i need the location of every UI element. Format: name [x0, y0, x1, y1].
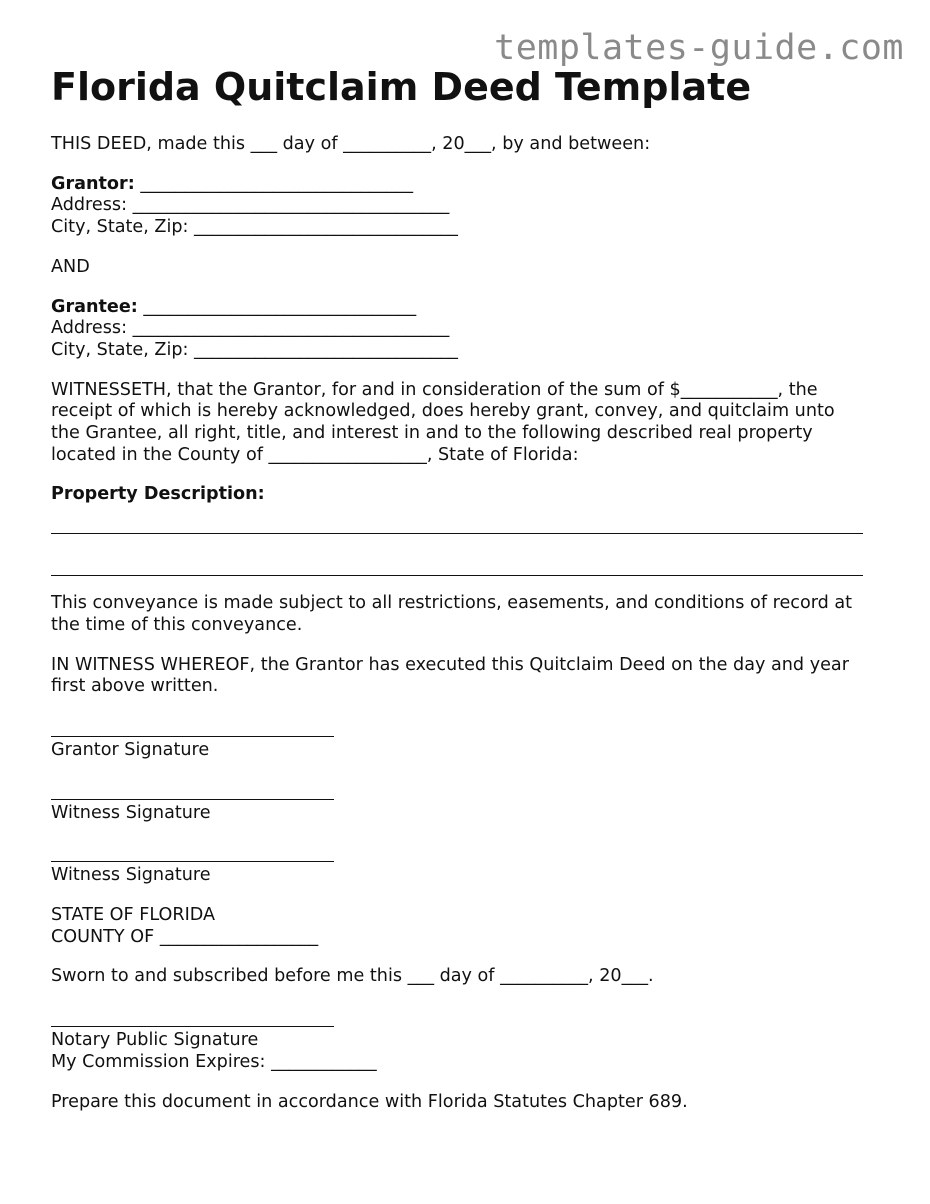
witnesseth-line: the Grantee, all right, title, and interest in and to the following described real property [51, 423, 813, 444]
witness1-signature-block [51, 785, 891, 825]
footer-note: Prepare this document in accordance with Florida Statutes Chapter 689. [51, 1091, 688, 1112]
grantor-name-line [51, 174, 891, 196]
grantee-block [51, 297, 891, 362]
property-line [51, 532, 863, 534]
grantor-address: Address: ____________________________________ [51, 195, 450, 216]
document-title: Florida Quitclaim Deed Template [51, 65, 752, 109]
grantor-city: City, State, Zip: ______________________________ [51, 217, 458, 238]
grantor-block [51, 174, 891, 239]
signature-line [51, 1012, 334, 1027]
signature-line [51, 722, 334, 737]
conveyance-paragraph [51, 593, 891, 636]
grantor-name-blank: _______________________________ [134, 173, 414, 194]
in-witness-line: IN WITNESS WHEREOF, the Grantor has executed this Quitclaim Deed on the day and year [51, 654, 849, 675]
signature-line [51, 847, 334, 862]
grantee-address: Address: ____________________________________ [51, 318, 450, 339]
grantor-signature-label: Grantor Signature [51, 739, 210, 760]
sworn-text: Sworn to and subscribed before me this ___ day of __________, 20___. [51, 966, 654, 987]
document-body [51, 134, 891, 1113]
state-text: STATE OF FLORIDA [51, 905, 216, 926]
notary-venue [51, 905, 891, 948]
witness2-signature-label: Witness Signature [51, 865, 211, 886]
property-heading: Property Description: [51, 484, 265, 505]
in-witness-line: first above written. [51, 676, 219, 697]
grantee-name-blank: _______________________________ [137, 296, 417, 317]
conveyance-line: This conveyance is made subject to all restrictions, easements, and conditions of record at [51, 593, 853, 614]
county-text: COUNTY OF __________________ [51, 926, 319, 947]
notary-signature-label: Notary Public Signature [51, 1030, 259, 1051]
grantor-label: Grantor: [51, 173, 135, 194]
grantee-city: City, State, Zip: ______________________________ [51, 339, 458, 360]
witnesseth-line: located in the County of __________________, State of Florida: [51, 444, 579, 465]
witnesseth-paragraph [51, 380, 891, 467]
intro-text: THIS DEED, made this ___ day of __________, 20___, by and between: [51, 134, 651, 154]
signature-line [51, 785, 334, 800]
conveyance-line: the time of this conveyance. [51, 614, 303, 635]
witness1-signature-label: Witness Signature [51, 802, 211, 823]
watermark: templates-guide.com [494, 28, 904, 68]
grantee-name-line [51, 297, 891, 319]
grantee-label: Grantee: [51, 296, 138, 317]
notary-signature-block [51, 1012, 891, 1073]
witness2-signature-block [51, 847, 891, 887]
commission-expires: My Commission Expires: ____________ [51, 1051, 377, 1072]
property-line [51, 574, 863, 576]
in-witness-paragraph [51, 655, 891, 698]
witnesseth-line: receipt of which is hereby acknowledged, does hereby grant, convey, and quitclaim unto [51, 401, 835, 422]
witnesseth-line: WITNESSETH, that the Grantor, for and in consideration of the sum of $___________, the [51, 379, 818, 400]
and-text: AND [51, 256, 90, 277]
grantor-signature-block [51, 722, 891, 762]
